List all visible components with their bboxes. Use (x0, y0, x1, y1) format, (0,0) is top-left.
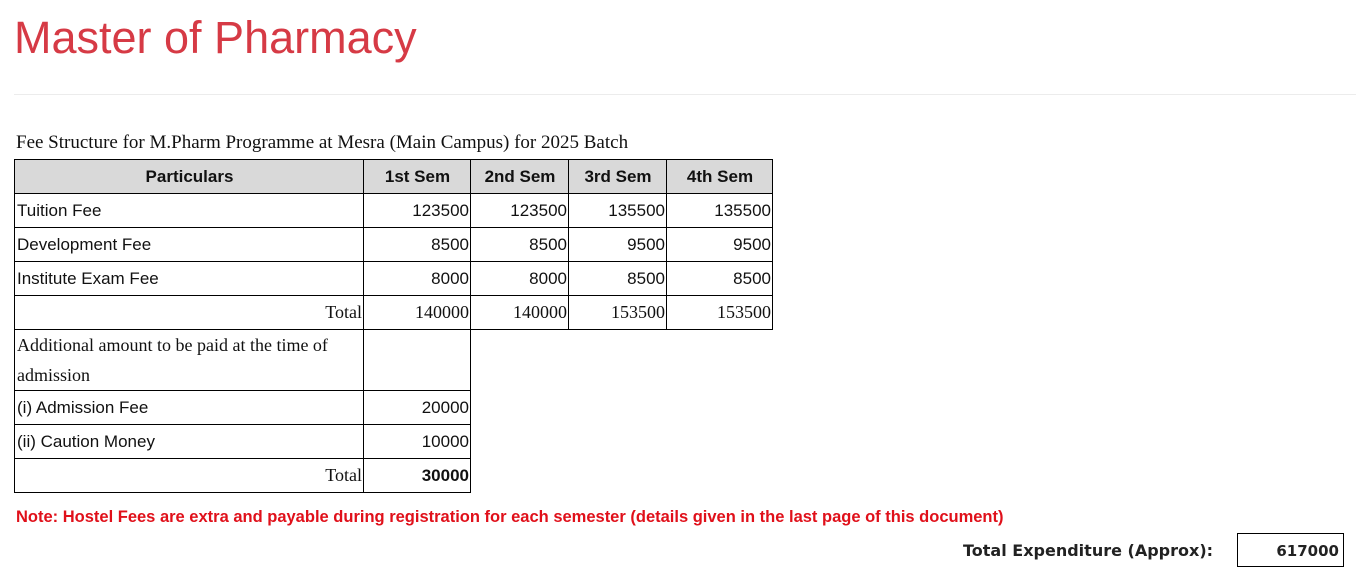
admission-total-row (15, 459, 773, 493)
cell-value: 20000 (364, 391, 471, 425)
empty-cell (364, 330, 471, 391)
header-particulars: Particulars (15, 160, 364, 194)
fee-table (14, 159, 773, 493)
cell-value: 123500 (471, 194, 569, 228)
blank-space (471, 425, 773, 459)
header-sem-4: 4th Sem (667, 160, 773, 194)
total-value: 153500 (569, 296, 667, 330)
divider (14, 94, 1356, 95)
total-value: 140000 (364, 296, 471, 330)
cell-value: 8500 (667, 262, 773, 296)
total-value: 153500 (667, 296, 773, 330)
total-value: 140000 (471, 296, 569, 330)
admission-heading-row (15, 330, 773, 391)
admission-label: Additional amount to be paid at the time of admission (15, 330, 364, 391)
table-row (15, 228, 773, 262)
row-label: (i) Admission Fee (15, 391, 364, 425)
row-label: (ii) Caution Money (15, 425, 364, 459)
admission-total-value: 30000 (364, 459, 471, 493)
cell-value: 8000 (471, 262, 569, 296)
semester-total-row (15, 296, 773, 330)
cell-value: 8500 (471, 228, 569, 262)
cell-value: 9500 (569, 228, 667, 262)
table-row (15, 194, 773, 228)
total-expenditure-label: Total Expenditure (Approx): (963, 541, 1214, 560)
row-label: Tuition Fee (15, 194, 364, 228)
table-row (15, 262, 773, 296)
cell-value: 8500 (364, 228, 471, 262)
page-title: Master of Pharmacy (14, 12, 417, 63)
header-sem-1: 1st Sem (364, 160, 471, 194)
header-sem-2: 2nd Sem (471, 160, 569, 194)
blank-space (471, 330, 773, 391)
table-caption: Fee Structure for M.Pharm Programme at Mesra (Main Campus) for 2025 Batch (16, 132, 629, 153)
hostel-note: Note: Hostel Fees are extra and payable during registration for each semester (details given in the last page of this document) (16, 508, 1004, 526)
row-label: Development Fee (15, 228, 364, 262)
total-label: Total (15, 459, 364, 493)
total-label: Total (15, 296, 364, 330)
cell-value: 8000 (364, 262, 471, 296)
table-row (15, 425, 773, 459)
table-header-row (15, 160, 773, 194)
cell-value: 8500 (569, 262, 667, 296)
row-label: Institute Exam Fee (15, 262, 364, 296)
header-sem-3: 3rd Sem (569, 160, 667, 194)
cell-value: 135500 (667, 194, 773, 228)
table-row (15, 391, 773, 425)
cell-value: 135500 (569, 194, 667, 228)
cell-value: 9500 (667, 228, 773, 262)
total-expenditure-value: 617000 (1237, 533, 1344, 567)
blank-space (471, 459, 773, 493)
blank-space (471, 391, 773, 425)
cell-value: 123500 (364, 194, 471, 228)
cell-value: 10000 (364, 425, 471, 459)
